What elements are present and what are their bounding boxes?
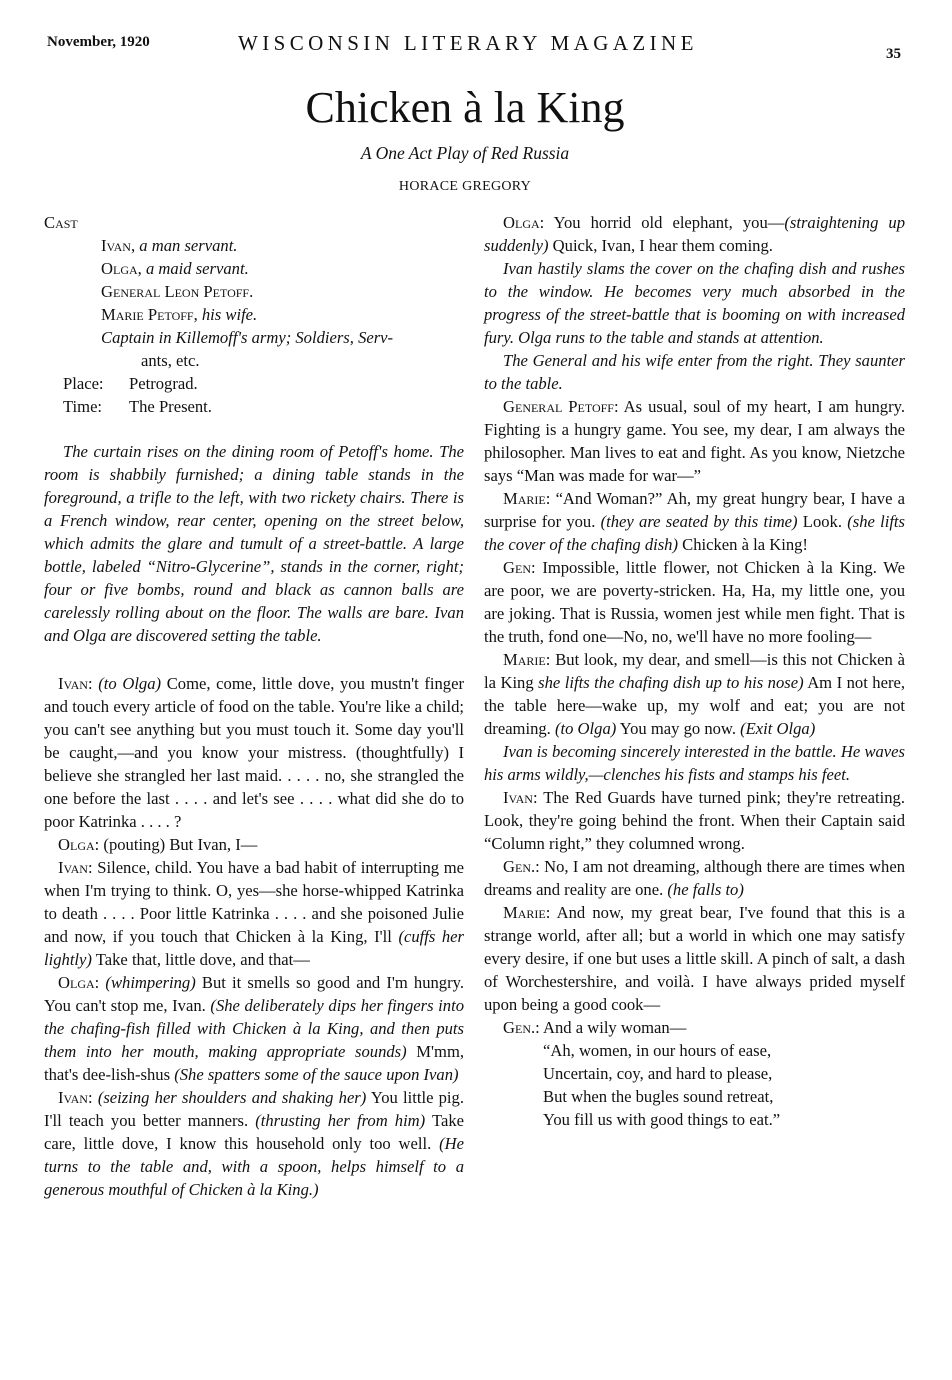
stage-direction: Ivan hastily slams the cover on the chafing dish and rushes to the window. He becomes very much absorbed in the progress of the street-battle that is booming on with increased fury. Olga runs to the table and stands at attention. [484,259,905,347]
dialogue-olga: Olga: (whimpering) But it smells so good and I'm hungry. You can't stop me, Ivan. (She deliberately dips her fingers into the chafing-fish filled with Chicken à la King, and then puts them into her mouth, making appropriate sounds) M'mm, that's dee-lish-shus (She spatters some of the sauce upon Ivan) [44,973,464,1084]
dialogue-general: Gen: Impossible, little flower, not Chicken à la King. We are poor, we are poverty-stricken. Ha, Ha, my little one, you are joking. That is Russia, women jest while men fight. That is the truth, fond one—No, no, we'll have no more fooling— [484,558,905,646]
stage-direction: Ivan is becoming sincerely interested in the battle. He waves his arms wildly,—clenches his fists and stamps his feet. [484,742,905,784]
dialogue-general: Gen.: And a wily woman— [503,1018,687,1037]
verse-line: You fill us with good things to eat.” [543,1110,781,1129]
cast-list [101,234,464,372]
play-title: Chicken à la King [305,83,625,132]
issue-date: November, 1920 [47,34,150,50]
cast-member: Olga, a maid servant. [101,259,249,278]
cast-heading: Cast [44,213,78,232]
dialogue-marie: Marie: But look, my dear, and smell—is this not Chicken à la King she lifts the chafing dish up to his nose) Am I not here, the table here—wake up, my wolf and eat; you are not dreaming. (to Olga) You may go now. (Exit Olga) [484,650,905,738]
play-subtitle: A One Act Play of Red Russia [360,143,570,163]
page-number: 35 [886,46,901,62]
author-byline: HORACE GREGORY [398,179,532,194]
magazine-title: WISCONSIN LITERARY MAGAZINE [238,31,698,55]
left-column [44,211,464,1201]
place-line: Place: Petrograd. [63,374,198,393]
stage-direction: The General and his wife enter from the right. They saunter to the table. [484,351,905,393]
cast-member: Captain in Killemoff's army; Soldiers, Serv- [101,328,394,347]
verse-line: “Ah, women, in our hours of ease, [543,1041,772,1060]
dialogue-marie: Marie: And now, my great bear, I've found that this is a strange world, after all; but a world in which one may satisfy every desire, if one but uses a little skill. A pinch of salt, a dash of Worchestershire, and voilà. I have always prided myself upon being a good cook— [484,903,905,1014]
dialogue-ivan: Ivan: Silence, child. You have a bad habit of interrupting me when I'm trying to think. O, yes—she horse-whipped Katrinka to death . . . . Poor little Katrinka . . . . and she poisoned Julie and now, if you touch that Chicken à la King, I'll (cuffs her lightly) Take that, little dove, and that— [44,858,464,969]
verse-line: But when the bugles sound retreat, [543,1087,774,1106]
dialogue-general: Gen.: No, I am not dreaming, although there are times when dreams and reality are one. (he falls to) [484,857,905,899]
dialogue-olga: Olga: (pouting) But Ivan, I— [58,835,258,854]
dialogue-general: General Petoff: As usual, soul of my heart, I am hungry. Fighting is a hungry game. You see, my dear, I am always the philosopher. Man lives to eat and fight. As you know, Nietzche says “Man was made for war—” [484,397,905,485]
cast-member: General Leon Petoff. [101,282,254,301]
cast-member-cont: ants, etc. [141,351,200,370]
dialogue-ivan: Ivan: (seizing her shoulders and shaking her) You little pig. I'll teach you better manners. (thrusting her from him) Take care, little dove, I know this household only too well. (He turns to the table and, with a spoon, helps himself to a generous mouthful of Chicken à la King.) [44,1088,464,1199]
cast-member: Marie Petoff, his wife. [101,305,258,324]
dialogue-ivan: Ivan: (to Olga) Come, come, little dove, you mustn't finger and touch every article of food on the table. You're like a child; you can't see anything but you must touch it. Some day you'll be caught,—and you know your mistress. (thoughtfully) I believe she strangled her last maid. . . . . no, she strangled the one before the last . . . . and let's see . . . . what did she do to poor Katrinka . . . . ? [44,674,464,831]
time-line: Time: The Present. [63,397,212,416]
stage-direction: The curtain rises on the dining room of Petoff's home. The room is shabbily furnished; a dining table stands in the foreground, a trifle to the left, with two rickety chairs. There is a French window, rear center, opening on the street below, which admits the glare and tumult of a street-battle. A large bottle, labeled “Nitro-Glycerine”, stands in the corner, right; four or five bombs, round and black as cannon balls are carelessly rolling about on the floor. The walls are bare. Ivan and Olga are discovered setting the table. [44,442,464,645]
cast-member: Ivan, a man servant. [101,236,238,255]
dialogue-olga: Olga: You horrid old elephant, you—(straightening up suddenly) Quick, Ivan, I hear them coming. [484,213,905,255]
dialogue-marie: Marie: “And Woman?” Ah, my great hungry bear, I have a surprise for you. (they are seated by this time) Look. (she lifts the cover of the chafing dish) Chicken à la King! [484,489,905,554]
right-column [484,211,905,1131]
dialogue-ivan: Ivan: The Red Guards have turned pink; they're retreating. Look, they're going behind the front. When their Captain said “Column right,” they columned wrong. [484,788,905,853]
verse-line: Uncertain, coy, and hard to please, [543,1064,773,1083]
verse-quote [543,1039,905,1131]
